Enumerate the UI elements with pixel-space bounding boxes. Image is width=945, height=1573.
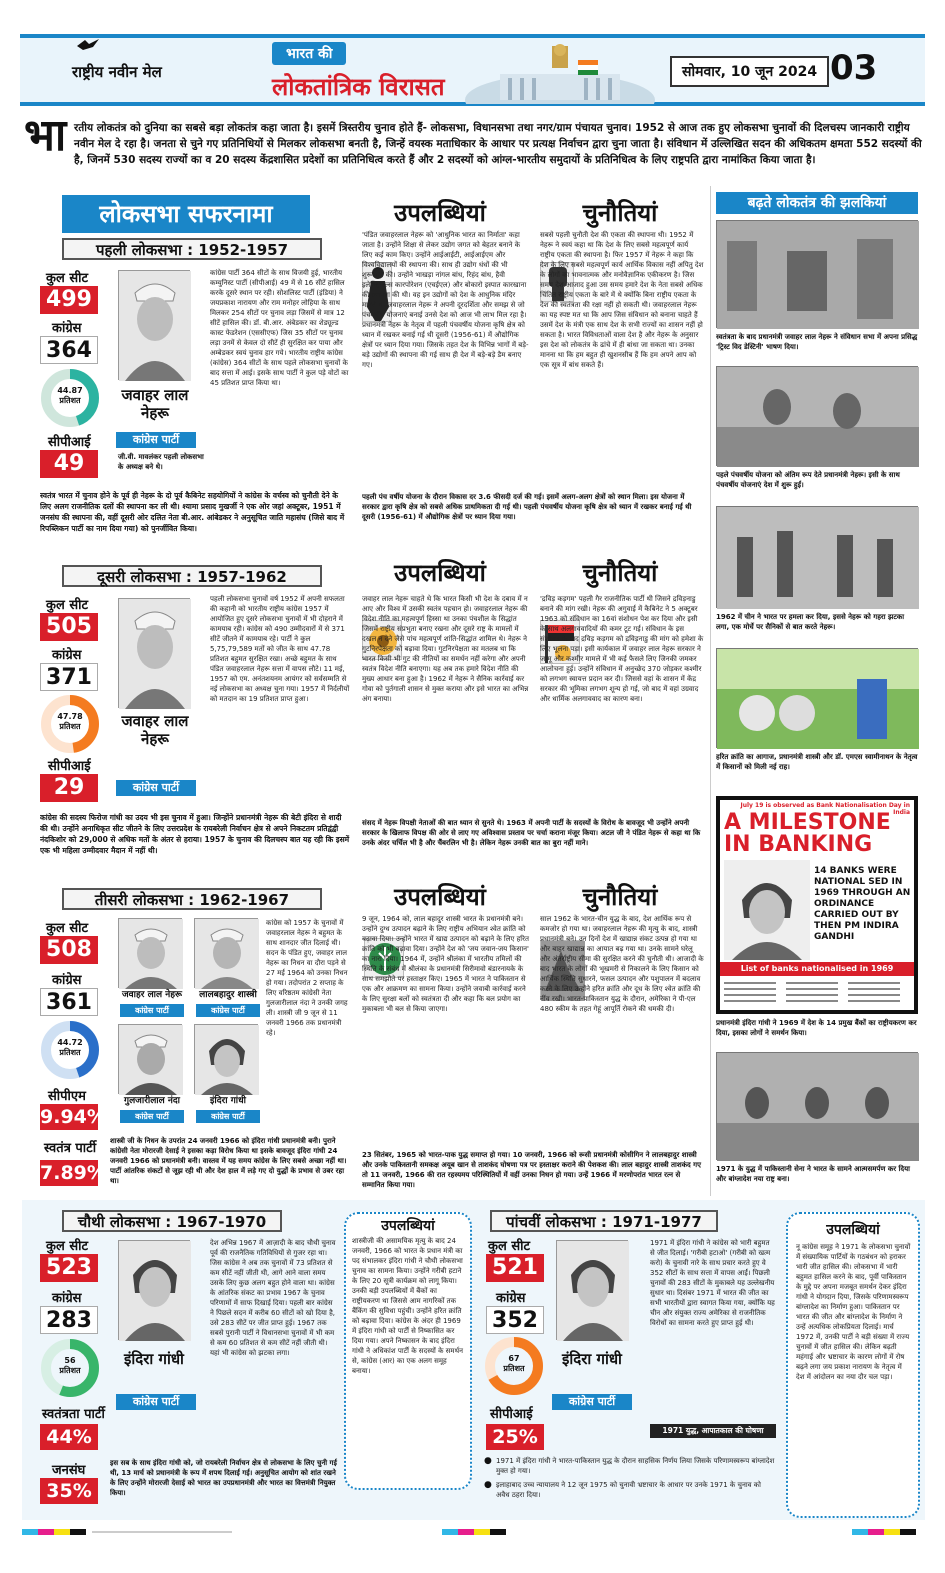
date-box: सोमवार, 10 जून 2024 — [670, 56, 829, 87]
sidebar-bank-poster — [716, 796, 918, 1014]
term-1-challenge-text: सबसे पहली चुनौती देश की एकता की स्थापना थी। 1952 में नेहरू ने स्वयं कहा था कि देश के लिए सबसे महत्वपूर्ण कार्य राष्ट्रीय एकता की स्थापना है। फिर 1957 में नेहरू ने कहा कि देश के लिए सबसे महत्वपूर्ण कार्य आर्थिक विकास नहीं अपितु देश के लोगों का भावनात्मक और मनोवैज्ञानिक एकीकरण है। जिस समय देश आजाद हुआ उस समय हमारे देश के नेता सबसे अधिक चिंतित राष्ट्रीय एकता के बारे में थे क्योंकि बिना राष्ट्रीय एकता के देश की स्वतंत्रता की रक्षा नहीं हो सकती थी। जवाहरलाल नेहरू का यह स्पष्ट मत था कि आप जिस संविधान को बनाना चाहते हैं उसमें देश के मंत्री एक साथ देश के सभी राज्यों का शासन नहीं हो सकता है। भारत विविधताओं वाला देश है और नेहरू के अनुसार इस देश को लोकतंत्र के ढांचे में ही बांधा जा सकता था। उनका मानना था कि हम बहुत ही खुशनसीब हैं कि हम अपने आप को एक सूत्र में बांध सकते हैं। — [540, 231, 704, 369]
term-3-achievement-text: 9 जून, 1964 को, लाल बहादुर शास्त्री भारत के प्रधानमंत्री बने। उन्होंने दुग्ध उत्पादन बढ़ाने के लिए राष्ट्रीय अभियान श्वेत क्रांति को बढ़ावा दिया। उन्होंने भारत में खाद्य उत्पादन को बढ़ाने के लिए हरित क्रांति को भी बढ़ावा दिया। उन्होंने देश को 'जय जवान-जय किसान' का नारा दिया। 1964 में, उन्होंने श्रीलंका में भारतीय तमिलों की स्थिति के संबंध में श्रीलंका के प्रधानमंत्री सिरीमावो बंडारनायके के साथ समझौते पर हस्ताक्षर किए। 1965 में भारत ने पाकिस्तान से एक और आक्रमण का सामना किया। उन्होंने जवाबी कार्रवाई करने के लिए सुरक्षा बलों को स्वतंत्रता दी और कहा कि बल प्रयोग का मुकाबला भी बल से किया जाएगा। — [362, 915, 529, 1013]
poster-list-title: List of banks nationalised in 1969 — [720, 962, 914, 976]
term-1-portrait-nehru — [118, 270, 190, 380]
term-4-total-seats: 523 — [40, 1254, 98, 1282]
term-4-jansangh-label: जनसंघ — [52, 1463, 86, 1478]
term-1-congress-seats: 364 — [40, 336, 98, 364]
term-5-achievements-heading: उपलब्धियां — [826, 1222, 880, 1238]
term-4-congress-seats: 283 — [40, 1306, 98, 1334]
bullet-icon: ● — [484, 1480, 492, 1490]
term-4-bullet-2: इलाहाबाद उच्च न्यायालय ने 12 जून 1975 को चुनावी भ्रष्टाचार के आधार पर उनके 1971 के चुनाव को अवैध ठहरा दिया। — [496, 1481, 761, 1499]
term-3-turnout-donut — [40, 1020, 100, 1080]
term-4-turnout-unit: प्रतिशत — [59, 1366, 81, 1375]
term-2-challenges-heading: चुनौतियां — [582, 559, 658, 587]
term-4-total-seats-label: कुल सीट — [46, 1239, 89, 1254]
sidebar-photo-6 — [716, 1052, 918, 1160]
term-5-turnout-donut — [484, 1336, 544, 1396]
term-5-portrait-indira — [556, 1240, 628, 1340]
term-5-turnout-value: 67 — [508, 1354, 520, 1363]
term-2-footnote: कांग्रेस की सदस्य फिरोज गांधी का उदय भी इस चुनाव में हुआ। जिन्होंने प्रधानमंत्री नेहरू की बेटी इंदिरा से शादी की थी। उन्होंने अनाधिकृत सीट जीतने के लिए उत्तरप्रदेश के रायबरेली निर्वाचन क्षेत्र से अपने निकटतम प्रतिद्वंद्वी नंदकिशोर को 29,000 से अधिक मतों के अंतर से हराया। 1957 के चुनाव की दिलचस्प बात यह रही कि इसमें एक भी महिला उम्मीदवार मैदान में नहीं थी। — [40, 813, 350, 855]
term-2-turnout-value: 47.78 — [57, 712, 83, 721]
sidebar-caption-2: पहले पंचवर्षीय योजना को अंतिम रूप देते प्रधानमंत्री नेहरू। इसी के साथ पंचवर्षीय योजनाएं देश में शुरू हुईं। — [716, 471, 900, 489]
intro-text: रतीय लोकतंत्र को दुनिया का सबसे बड़ा लोकतंत्र कहा जाता है। इसमें त्रिस्तरीय चुनाव होते हैं- लोकसभा, विधानसभा तथा नगर/ग्राम पंचायत चुनाव। 1952 से आज तक हुए लोकसभा चुनावों की दिलचस्प जानकारी राष्ट्रीय नवीन मेल दे रहा है। जनता से चुने गए प्रतिनिधियों से मिलकर लोकसभा बनती है, जिन्हें वयस्क मताधिकार के आधार पर प्रत्यक्ष निर्वाचन द्वारा चुना जाता है। संविधान में उल्लिखित सदन की अधिकतम क्षमता 552 सदस्यों की है, जिनमें 530 सदस्य राज्यों का व 20 सदस्य केंद्रशासित प्रदेशों का प्रतिनिधित्व करते हैं और 2 सदस्यों को आंग्ल-भारतीय समुदायों के प्रतिनिधित्व के लिए राष्ट्रपति द्वारा नामांकित किया जाता है। — [74, 122, 922, 166]
masthead: राष्ट्रीय नवीन मेल — [72, 63, 162, 81]
sidebar-caption-5: प्रधानमंत्री इंदिरा गांधी ने 1969 में देश के 14 प्रमुख बैंकों का राष्ट्रीयकरण कर दिया, इसका लोगों ने समर्थन किया। — [716, 1019, 917, 1037]
term-3-total-seats-label: कुल सीट — [46, 921, 89, 936]
term-2-total-seats: 505 — [40, 613, 98, 641]
term-5-leader-name: इंदिरा गांधी — [562, 1350, 622, 1368]
poster-headline-1: A MILESTONE — [724, 810, 891, 835]
term-3-body: कांग्रेस को 1957 के चुनावों में जवाहरलाल नेहरू ने बहुमत के साथ शानदार जीत दिलाई थी। सदन के पंडित हुए, जवाहर लाल नेहरू का निधन वा दौरा पड़ने से 27 मई 1964 को उनका निधन हो गया। तदोपरांत 2 सप्ताह के लिए वरिष्ठतम कांग्रेसी नेता गुलजारीलाल नंदा ने उनकी जगह ली। शास्त्री जी 9 जून से 11 जनवरी 1966 तक प्रधानमंत्री रहे। — [266, 919, 348, 1037]
term-3-cpm-label: सीपीएम — [48, 1089, 86, 1104]
term-2-portrait-nehru — [118, 598, 190, 708]
poster-indira-portrait — [724, 860, 810, 960]
term-1-achievement-text: 'पंडित जवाहरलाल नेहरू को 'आधुनिक भारत का निर्माता' कहा जाता है। उन्होंने शिक्षा से लेकर उद्योग जगत को बेहतर बनाने के लिए कई काम किए। उन्होंने आईआईटी, आईआईएम और विश्वविद्यालयों की स्थापना की। साथ ही उद्योग धंधों की भी शुरूआत की। उन्होंने भाखड़ा नांगल बांध, रिहंद बांध, हैवी इलेक्ट्रिकल्स कारपोरेशन (एचईएल) और बोकारो इस्पात कारखाना की स्थापना की थी। वह इन उद्योगों को देश के आधुनिक मंदिर मानते थे। जवाहरलाल नेहरू ने अपनी दूरदर्शिता और समझ से जो पंचवर्षीय योजनाएं बनाई उनसे देश को आज भी लाभ मिल रहा है। प्रधानमंत्री नेहरू के नेतृत्व में पहली पंचवर्षीय योजना कृषि क्षेत्र को ध्यान में रखकर बनाई गई थी दूसरी (1956-61) में औद्योगिक क्षेत्रों पर ध्यान दिया गया। जिसके तहत देश के विभिन्न भागों में बड़े-बड़े उद्योगों की स्थापना की गई साथ ही देश में बड़े-बड़े डैम बनाए गए। — [362, 231, 529, 369]
term-3-total-seats: 508 — [40, 936, 98, 964]
term-2-turnout-unit: प्रतिशत — [59, 722, 81, 731]
term-5-body: 1971 में इंदिरा गांधी ने कांग्रेस को भारी बहुमत से जीत दिलाई। 'गरीबी हटाओ' (गरीबी को खत्म करो) के चुनावी नारे के साथ प्रचार करते हुए वे 352 सीटों के साथ सत्ता में वापस आईं। पिछली चुनावों की 283 सीटों के मुकाबले यह उल्लेखनीय सुधार था। दिसंबर 1971 में भारत की जीत का सभी भारतीयों द्वारा स्वागत किया गया, क्योंकि यह चीन और संयुक्त राज्य अमेरिका से राजनीतिक विरोधों का सामना करते हुए प्राप्त हुई थी। — [650, 1239, 775, 1327]
term-3-challenges-heading: चुनौतियां — [582, 883, 658, 911]
term-1-body: कांग्रेस पार्टी 364 सीटों के साथ विजयी हुई, भारतीय कम्युनिस्ट पार्टी (सीपीआई) 49 में से 16 सीटें हासिल करके दूसरे स्थान पर रही। सोशलिस्ट पार्टी (इंडिया) ने जयप्रकाश नारायण और राम मनोहर लोहिया के साथ मिलकर 254 सीटों पर चुनाव लड़ा जिसमें से मात्र 12 सीटें हासिल की। डॉ. बी.आर. अंबेडकर का शेड्यूल्ड कास्ट फेडरेशन (एससीएफ) जिस 35 सीटों पर चुनाव लड़ा उनमें से केवल दो सीटें ही सुरक्षित कर पाया और अम्बेडकर स्वयं चुनाव हार गये। भारतीय राष्ट्रीय कांग्रेस (कांग्रेस) 364 सीटों के साथ पहले लोकसभा चुनावों के बाद सत्ता में आई। इसके साथ पार्टी ने कुल पड़े वोटों का 45 प्रतिशत प्राप्त किया था। — [210, 269, 349, 387]
term-3-portrait-shastri — [194, 918, 258, 988]
term-1-header: पहली लोकसभा : 1952-1957 — [62, 238, 322, 260]
header-title-main: लोकतांत्रिक विरासत — [272, 73, 445, 101]
term-4-achievements-heading: उपलब्धियां — [381, 1218, 435, 1234]
term-1-turnout-value: 44.87 — [57, 386, 83, 395]
term-2-leader-name: जवाहर लाल नेहरू — [121, 712, 189, 748]
sidebar-title: बढ़ते लोकतंत्र की झलकियां — [716, 192, 918, 214]
term-5-note-tag: 1971 युद्ध, आपातकाल की घोषणा — [650, 1424, 776, 1438]
term-4-body: देश अभिन्न 1967 में आज़ादी के बाद चौथी चुनाव पूर्व की राजनैतिक गतिविधियों से गुजर रहा था। जिस कांग्रेस ने अब तक चुनावों में 73 प्रतिशत से कम सीटें नहीं जीती थी, आगे आने वाला समय उसके लिए कुछ अलग बहुत होने वाला था। कांग्रेस के आंतरिक संकट का प्रभाव 1967 के चुनाव परिणामों में साफ दिखाई दिया। पहली बार कांग्रेस ने पिछले सदन में करीब 60 सीटों को खो दिया है, उसे 283 सीटें पर जीत प्राप्त हुई। 1967 तक सबसे पुरानी पार्टी ने विधानसभा चुनावों में भी कम से कम 60 प्रतिशत से कम सीटें नहीं जीती थी। यहां भी कांग्रेस को झटका लगा। — [210, 1239, 336, 1357]
term-1-total-seats-label: कुल सीट — [46, 271, 89, 286]
term-1-party-badge: कांग्रेस पार्टी — [116, 432, 196, 448]
term-3-congress-seats: 361 — [40, 988, 98, 1016]
term-3-leader-1-name: जवाहर लाल नेहरू — [121, 990, 183, 1000]
term-3-leader-2-party: कांग्रेस पार्टी — [196, 1004, 260, 1017]
term-2-congress-seats: 371 — [40, 663, 98, 691]
term-3-congress-label: कांग्रेस — [52, 973, 82, 988]
term-3-leader-4-name: इंदिरा गांधी — [210, 1096, 246, 1106]
term-3-leader-1-party: कांग्रेस पार्टी — [120, 1004, 184, 1017]
term-4-leader-name: इंदिरा गांधी — [124, 1350, 184, 1368]
term-1-turnout-donut — [40, 368, 100, 428]
sidebar-caption-3: 1962 में चीन ने भारत पर हमला कर दिया, इससे नेहरू को गहरा झटका लगा, एक मोर्चे पर सैनिकों से बात करते नेहरू। — [716, 613, 905, 631]
bird-logo-icon — [75, 38, 101, 56]
term-2-achievement-text: जवाहर लाल नेहरू चाहते थे कि भारत किसी भी देश के दबाव में न आए और विश्व में उसकी स्वतंत्र पहचान हो। जवाहरलाल नेहरू की विदेश नीति का महत्वपूर्ण हिस्सा था उनका पंचशील के सिद्धांत जिसमें राष्ट्रीय संप्रभुता बनाए रखना और दूसरे राष्ट्र के मामलों में दखल न देने जैसे पांच महत्वपूर्ण शांति-सिद्धांत शामिल थे। नेहरू ने गुटनिरपेक्षता को बढ़ावा दिया। गुटनिरपेक्षता का मतलब था कि भारत किसी भी गुट की नीतियों का समर्थन नहीं करेगा और अपनी स्वतंत्र विदेश नीति बनाएगा। यह अब तक हमारे विदेश नीति की मुख्य आधार बना हुआ है। 1962 में नेहरू ने सैनिक कार्रवाई कर गोवा को पुर्तगाली शासन से मुक्त कराया और इसे भारत का अभिन्न अंग बनाया। — [362, 595, 529, 703]
term-3-leader-3-party: कांग्रेस पार्टी — [120, 1110, 184, 1123]
term-1-bottom-note: पहली पंच वर्षीय योजना के दौरान विकास दर 3.6 फीसदी दर्ज की गई। इसमें अलग-अलग क्षेत्रों को स्थान मिला। इस योजना में सरकार द्वारा कृषि क्षेत्र को सबसे अधिक प्राथमिकता दी गई थी। पहली पंचवर्षीय योजना कृषि क्षेत्र को ध्यान में रखकर बनाई गई थी दूसरी (1956-61) में औद्योगिक क्षेत्रों पर ध्यान दिया गया। — [362, 493, 692, 521]
term-5-header: पांचवीं लोकसभा : 1971-1977 — [490, 1210, 718, 1232]
term-2-party-badge: कांग्रेस पार्टी — [116, 780, 196, 796]
page-number: 03 — [830, 48, 878, 88]
term-1-portrait-note: जी.वी. मावलंकर पहली लोकसभा के अध्यक्ष बने थे। — [118, 453, 204, 471]
term-4-portrait-indira — [118, 1240, 190, 1340]
term-2-challenge-text: 'द्रविड़ कड़गम' पहली गैर राजनीतिक पार्टी थी जिसने द्रविड़नाडु बनाने की मांग रखी। नेहरू की अगुवाई में कैबिनेट ने 5 अक्टूबर 1963 को संविधान का 16वां संशोधन पेश कर दिया और इसी के साथ अलगाववादियों की कमर टूट गई। संविधान के इस संशोधन के बाद द्रविड़ कड़गम को द्रविड़नाडु की मांग को हमेशा के लिए भूलना पड़ा। इसी कार्यकाल में जवाहर लाल नेहरू सरकार ने जम्मू और कश्मीर मामले में भी कई फैसले लिए जिनकी जमकर आलोचना हुई। उन्होंने संविधान में अनुच्छेद 370 जोड़कर कश्मीर को लगभग स्वायत्त प्रदान कर दी। जिससे वहां के शासन में केंद्र सरकार की भूमिका लगभग शून्य हो गई, जो बाद में वहां उग्रवाद और धार्मिक अलगाववाद का कारण बना। — [540, 595, 704, 703]
term-4-party-badge: कांग्रेस पार्टी — [116, 1394, 196, 1410]
term-5-cpi-label: सीपीआई — [490, 1407, 533, 1422]
term-3-portrait-indira — [194, 1024, 258, 1094]
poster-body: 14 BANKS WERE NATIONAL SED IN 1969 THROUGH AN ORDINANCE CARRIED OUT BY THEN PM INDIRA GANDHI — [814, 866, 911, 942]
term-3-leader-3-name: गुलजारीलाल नंदा — [124, 1096, 180, 1106]
term-5-congress-seats: 352 — [486, 1306, 544, 1334]
term-1-congress-label: कांग्रेस — [52, 321, 82, 336]
term-3-challenge-text: साल 1962 के भारत-चीन युद्ध के बाद, देश आर्थिक रूप से कमजोर हो गया था। जवाहरलाल नेहरू की मृत्यु के बाद, शास्त्री प्रधानमंत्री बने। उन दिनों देश में खाद्यान्न संकट उत्पन्न हो गया था और बाहर खाद्यान्न का आयात बढ़ गया था। उनके सामने घरेलू और अंतर्राष्ट्रीय सीमा की सुरक्षित करने की चुनौती थी। आजादी के बाद भारत के लोगों की भूखमरी से निकालने के लिए किसान को आर्थिक स्थिति सुधारने, फसल उत्पादन और पशुपालन में बदलाव करने के लिए उन्होंने हरित क्रांति और दूध के लिए श्वेत क्रांति की नींव रखी। भारत-पाकिस्तान युद्ध के दौरान, अमेरिका ने पी-एल 480 स्कीम के तहत गेहूं आपूर्ति रोकने की धमकी दी। — [540, 915, 704, 1013]
term-4-congress-label: कांग्रेस — [52, 1291, 82, 1306]
term-1-challenges-heading: चुनौतियां — [582, 199, 658, 227]
term-3-cpm-share: 9.94% — [40, 1106, 106, 1128]
term-2-body: पहली लोकसभा चुनावों वर्ष 1952 में अपनी सफलता की कहानी को भारतीय राष्ट्रीय कांग्रेस 1957 में आयोजित हुए दूसरे लोकसभा चुनावों में भी दोहराने में कामयाब रही। कांग्रेस को 490 उम्मीदवारों में से 371 सीटें जीतने में कामयाब रहे। पार्टी ने कुल 5,75,79,589 मतों को जीत के साथ 47.78 प्रतिशत बहुमत सुरक्षित रखा। अच्छे बहुमत के साथ पंडित जवाहरलाल नेहरू सत्ता में वापस लौटे। 11 मई, 1957 को एम. अनंतशयनम आयंगर को सर्वसम्मति से नई लोकसभा का अध्यक्ष चुना गया। 1957 में निर्दलीयों को मतदान का 19 प्रतिशत प्राप्त हुआ। — [210, 595, 350, 703]
sidebar-caption-6: 1971 के युद्ध में पाकिस्तानी सेना ने भारत के सामने आत्मसमर्पण कर दिया और बांग्लादेश नया राष्ट्र बना। — [716, 1165, 910, 1183]
intro-drop-cap: भा — [24, 110, 67, 161]
sidebar-photo-4 — [716, 648, 918, 748]
term-3-header: तीसरी लोकसभा : 1962-1967 — [62, 888, 322, 910]
term-1-turnout-unit: प्रतिशत — [59, 396, 81, 405]
term-4-achievement-text: शास्त्रीजी की असामयिक मृत्यु के बाद 24 जनवरी, 1966 को भारत के प्रधान मंत्री का पद संभालकर इंदिरा गांधी ने चौथी लोकसभा चुनाव का सामना किया। उन्होंने गरीबी हटाने के लिए 20 सूत्री कार्यक्रम को लागू किया। उनकी बड़ी उपलब्धियों में बैंकों का राष्ट्रीयकरण था जिससे आम नागरिकों तक बैंकिंग की सुविधा पहुंची। उन्होंने हरित क्रांति को बढ़ावा दिया। कांग्रेस के अंदर ही 1969 में इंदिरा गांधी को पार्टी से निष्कासित कर दिया गया। अपने निष्कासन के बाद इंदिरा गांधी ने अधिकांश पार्टी के सदस्यों के समर्थन से, कांग्रेस (आर) का एक अलग समूह बनाया। — [352, 1237, 463, 1375]
term-1-achievements-heading: उपलब्धियां — [394, 199, 486, 227]
term-2-header: दूसरी लोकसभा : 1957-1962 — [62, 565, 322, 587]
term-1-cpi-seats: 49 — [40, 450, 98, 478]
sidebar-divider — [710, 186, 711, 1196]
header-content — [20, 38, 925, 106]
term-5-total-seats-label: कुल सीट — [488, 1239, 531, 1254]
term-3-swatantra-label: स्वतंत्र पार्टी — [44, 1141, 97, 1156]
term-2-total-seats-label: कुल सीट — [46, 598, 89, 613]
term-3-footnote: शास्त्री जी के निधन के उपरांत 24 जनवरी 1966 को इंदिरा गांधी प्रधानमंत्री बनी। पुराने कांग्रेसी नेता मोरारजी देसाई ने इसका कड़ा विरोध किया था इसके बावजूद इंदिरा गांधी 24 जनवरी 1966 को प्रधानमंत्री बनी। वास्तव में यह समय कांग्रेस के लिए सबसे अच्छा नहीं था। पार्टी आंतरिक संकटों से जूझ रही थी और देश हाल में लड़े गए दो युद्धों के प्रभाव से उबर रहा था। — [110, 1137, 347, 1185]
section-title: लोकसभा सफरनामा — [62, 195, 310, 233]
term-4-bullet-1: 1971 में इंदिरा गांधी ने भारत-पाकिस्तान युद्ध के दौरान साहसिक निर्णय लिया जिसके परिणामस्वरूप बांग्लादेश मुक्त हो गया। — [496, 1457, 775, 1475]
sidebar-caption-4: हरित क्रांति का आगाज, प्रधानमंत्री शास्त्री और डॉ. एमएस स्वामीनाथन के नेतृत्व में किसानों को मिली नई राह। — [716, 753, 918, 771]
term-4-swatantra-label: स्वतंत्रता पार्टी — [42, 1407, 105, 1422]
term-4-footnote: इस सब के साथ इंदिरा गांधी को, जो रायबरेली निर्वाचन क्षेत्र से लोकसभा के लिए चुनी गई थी, 13 मार्च को प्रधानमंत्री के रूप में शपथ दिलाई गई। अनुसूचित आयोग को शांत रखने के लिए उन्होंने मोरारजी देसाई को भारत का उपप्रधानमंत्री और भारत का वित्तमंत्री नियुक्त किया। — [110, 1459, 337, 1497]
poster-top-line: July 19 is observed as Bank Nationalisation Day in India — [740, 802, 910, 816]
term-3-turnout-value: 44.72 — [57, 1038, 83, 1047]
term-2-congress-label: कांग्रेस — [52, 648, 82, 663]
term-5-total-seats: 521 — [486, 1254, 544, 1282]
term-2-bottom-note: संसद में नेहरू विपक्षी नेताओं की बात ध्यान से सुनते थे। 1963 में अपनी पार्टी के सदस्यों के विरोध के बावजूद भी उन्होंने अपनी सरकार के खिलाफ विपक्ष की ओर से लाए गए अविश्वास प्रस्ताव पर चर्चा कराना मंजूर किया। अटल जी ने पंडित नेहरू से कहा था कि उनके अंदर चर्चिल भी है और चैंबरलिन भी है। लेकिन नेहरू उनकी बात का बुरा नहीं माने। — [362, 819, 701, 847]
term-5-congress-label: कांग्रेस — [496, 1291, 526, 1306]
term-3-leader-2-name: लालबहादुर शास्त्री — [199, 990, 257, 1000]
parliament-emblem-icon — [460, 40, 660, 100]
bullet-icon: ● — [484, 1456, 492, 1466]
term-4-header: चौथी लोकसभा : 1967-1970 — [62, 1210, 282, 1232]
term-1-footnote: स्वतंत्र भारत में चुनाव होने के पूर्व ही नेहरू के दो पूर्व कैबिनेट सहयोगियों ने कांग्रेस के वर्चस्व को चुनौती देने के लिए अलग राजनीतिक दलों की स्थापना कर ली थी। श्यामा प्रसाद मुखर्जी ने एक ओर जहां अक्टूबर, 1951 में जनसंघ की स्थापना की, वहीं दूसरी ओर दलित नेता बी.आर. आंबेडकर ने अनुसूचित जाति महासंघ (जिसे बाद में रिपब्लिकन पार्टी का नाम दिया गया) को पुनर्जीवित किया। — [40, 491, 345, 533]
term-3-leader-4-party: कांग्रेस पार्टी — [196, 1110, 260, 1123]
sidebar-caption-1: स्वतंत्रता के बाद प्रधानमंत्री जवाहर लाल नेहरू ने संविधान सभा में अपना प्रसिद्ध 'ट्रिस्ट विद डेस्टिनी' भाषण दिया। — [716, 333, 918, 351]
poster-headline-2: IN BANKING — [724, 832, 873, 857]
term-3-bottom-note: 23 सितंबर, 1965 को भारत-पाक युद्ध समाप्त हो गया। 10 जनवरी, 1966 को रूसी प्रधानमंत्री कोसीगिन ने लालबहादुर शास्त्री और उनके पाकिस्तानी समकक्ष अयूब खान से ताशकंद घोषणा पत्र पर हस्ताक्षर कराने की पेशकश की। लाल बहादुर शास्त्री ताशकंद गए तो 11 जनवरी, 1966 की रात रहस्यमय परिस्थितियों में वहीं उनका निधन हो गया। उन्हें 1966 में मरणोपरांत भारत रत्न से सम्मानित किया गया। — [362, 1151, 701, 1189]
sidebar-photo-1 — [716, 220, 918, 328]
term-4-jansangh-share: 35% — [40, 1478, 98, 1504]
term-3-portrait-nehru — [118, 918, 182, 988]
term-3-swatantra-share: 7.89% — [40, 1162, 106, 1184]
term-1-cpi-label: सीपीआई — [48, 435, 91, 450]
sidebar-photo-3 — [716, 506, 918, 608]
header-title-top: भारत की — [272, 42, 346, 65]
term-2-achievements-heading: उपलब्धियां — [394, 559, 486, 587]
term-4-turnout-donut — [40, 1338, 100, 1398]
term-4-turnout-value: 56 — [64, 1356, 76, 1365]
footer-color-bar — [22, 1522, 925, 1532]
term-5-turnout-unit: प्रतिशत — [503, 1364, 525, 1373]
term-1-leader-name: जवाहर लाल नेहरू — [121, 386, 189, 422]
term-1-total-seats: 499 — [40, 286, 98, 314]
term-5-achievement-text: नू कांग्रेस समूह ने 1971 के लोकसभा चुनावों में संख्यायिक पार्टियों के गठबंधन को हराकर भारी जीत हासिल की। लोकसभा में भारी बहुमत हासिल करने के बाद, पूर्वी पाकिस्तान के मुद्दे पर अपना मजबूत समर्थन देकर इंदिरा गांधी ने योगदान दिया, जिसके परिणामस्वरूप बांग्लादेश का निर्माण हुआ। पाकिस्तान पर भारत की जीत और बांग्लादेश के निर्माण ने उन्हें अत्यधिक लोकप्रियता दिलाई। मार्च 1972 में, उनकी पार्टी ने बड़ी संख्या में राज्य चुनावों में जीत हासिल की। लेकिन बढ़ती महंगाई और भ्रष्टाचार के कारण लोगों में रोष बढ़ने लगा जय प्रकाश नारायण के नेतृत्व में देश में आंदोलन का नया दौर चल पड़ा। — [796, 1243, 911, 1381]
sidebar-photo-2 — [716, 366, 918, 466]
term-5-party-badge: कांग्रेस पार्टी — [552, 1394, 632, 1410]
term-2-cpi-seats: 29 — [40, 774, 98, 802]
term-2-cpi-label: सीपीआई — [48, 759, 91, 774]
term-3-achievements-heading: उपलब्धियां — [394, 883, 486, 911]
term-5-cpi-share: 25% — [486, 1424, 544, 1450]
term-2-turnout-donut — [40, 694, 100, 754]
term-3-turnout-unit: प्रतिशत — [59, 1048, 81, 1057]
poster-bank-list — [724, 980, 910, 1006]
term-3-portrait-nanda — [118, 1024, 182, 1094]
term-4-swatantra-share: 44% — [40, 1424, 98, 1450]
